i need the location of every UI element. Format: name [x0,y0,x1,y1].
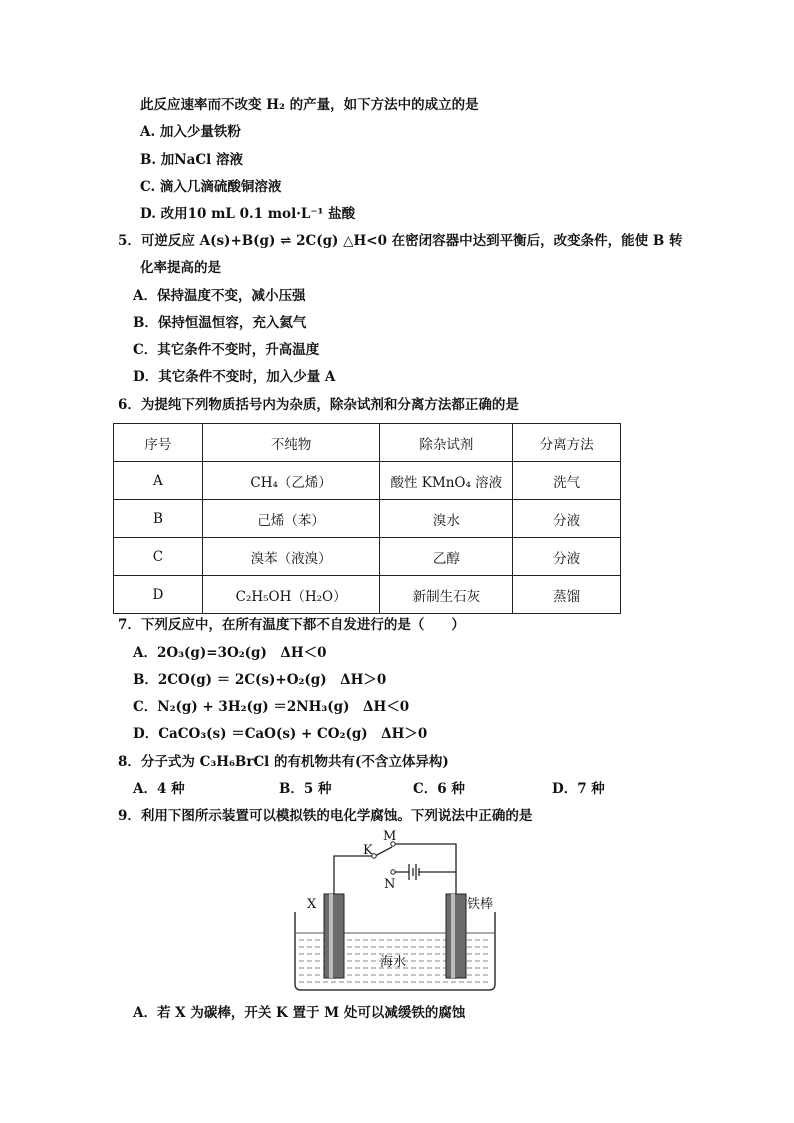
contact-n [391,870,395,874]
table-cell: CH₄（乙烯） [202,462,380,500]
table-cell: 蒸馏 [513,576,621,614]
q6-stem: 6．为提纯下列物质括号内为杂质，除杂试剂和分离方法都正确的是 [118,397,519,413]
q7-option-c: C．N₂(g) + 3H₂(g) ＝2NH₃(g) ΔH＜0 [133,699,410,715]
table-cell: 分液 [513,500,621,538]
label-iron-rod: 铁棒 [467,897,494,912]
q8-option-a: A．4 种 [133,781,185,797]
electrode-x-highlight [329,894,333,978]
table-cell: 洗气 [513,462,621,500]
table-cell: C [114,538,203,576]
q4-option-a: A. 加入少量铁粉 [140,124,241,140]
table-cell: B [114,500,203,538]
q4-stem-continuation: 此反应速率而不改变 H₂ 的产量，如下方法中的成立的是 [140,97,479,113]
q9-option-a: A．若 X 为碳棒，开关 K 置于 M 处可以减缓铁的腐蚀 [133,1005,466,1021]
iron-rod-highlight [451,894,455,978]
q4-option-c: C. 滴入几滴硫酸铜溶液 [140,179,282,195]
q8-option-d: D．7 种 [552,781,605,797]
q9-stem: 9．利用下图所示装置可以模拟铁的电化学腐蚀。下列说法中正确的是 [118,808,533,824]
q8-stem: 8．分子式为 C₃H₆BrCl 的有机物共有(不含立体异构) [118,754,449,770]
label-x: X [307,897,317,912]
q7-option-a: A．2O₃(g)=3O₂(g) ΔH＜0 [133,645,327,661]
q5-stem-line1: 5．可逆反应 A(s)+B(g) ⇌ 2C(g) △H<0 在密闭容器中达到平衡后，改变条件，能使 B 转 [118,233,683,249]
table-header-cell: 分离方法 [513,424,621,462]
q5-stem-line2: 化率提高的是 [140,260,221,276]
q7-stem: 7．下列反应中，在所有温度下都不自发进行的是（ ） [118,617,465,633]
label-k: K [363,843,373,858]
q8-option-b: B．5 种 [279,781,332,797]
table-row [114,538,621,576]
table-header-cell: 除杂试剂 [380,424,513,462]
q5-option-b: B．保持恒温恒容，充入氦气 [133,315,307,331]
table-cell: 乙醇 [380,538,513,576]
table-row [114,500,621,538]
q7-option-b: B．2CO(g) ＝ 2C(s)+O₂(g) ΔH＞0 [133,672,387,688]
switch-k [375,847,392,856]
table-cell: 分液 [513,538,621,576]
q8-option-c: C．6 种 [413,781,465,797]
q4-option-b: B. 加NaCl 溶液 [140,152,243,168]
table-cell: C₂H₅OH（H₂O） [202,576,380,614]
table-cell: 己烯（苯） [202,500,380,538]
table-row [114,576,621,614]
label-m: M [383,829,397,844]
q4-option-d: D. 改用10 mL 0.1 mol·L⁻¹ 盐酸 [140,206,356,222]
table-header-cell: 序号 [114,424,203,462]
electrode-x [324,894,344,978]
label-n: N [384,877,396,892]
corrosion-apparatus-diagram [285,826,515,1006]
table-cell: 溴水 [380,500,513,538]
table-row [114,462,621,500]
table-cell: A [114,462,203,500]
table-cell: D [114,576,203,614]
q7-option-d: D．CaCO₃(s) ＝CaO(s) + CO₂(g) ΔH＞0 [133,726,428,742]
table-cell: 新制生石灰 [380,576,513,614]
table-cell: 溴苯（液溴） [202,538,380,576]
impurity-table [113,423,621,614]
iron-rod [446,894,466,978]
table-header-row [114,424,621,462]
q5-option-a: A．保持温度不变，减小压强 [133,288,306,304]
table-header-cell: 不纯物 [202,424,380,462]
q5-option-c: C．其它条件不变时，升高温度 [133,342,320,358]
q5-option-d: D．其它条件不变时，加入少量 A [133,369,336,385]
table-cell: 酸性 KMnO₄ 溶液 [380,462,513,500]
label-seawater: 海水 [380,955,407,970]
